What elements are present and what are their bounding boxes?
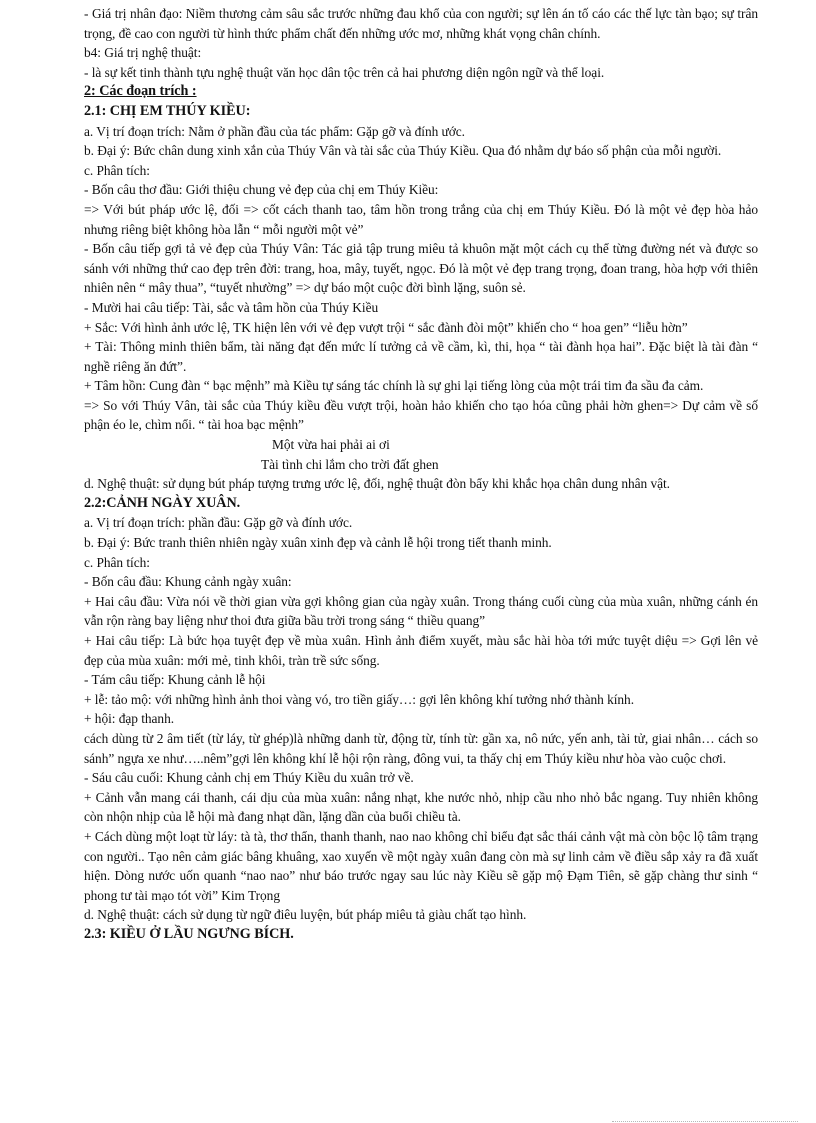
- paragraph-vi-tri-1: a. Vị trí đoạn trích: Nằm ở phần đầu của tác phẩm: Gặp gỡ và đính ước.: [84, 123, 465, 139]
- paragraph-tam-cau-tiep: - Tám câu tiếp: Khung cảnh lễ hội: [84, 672, 266, 688]
- paragraph-tu-lay: + Cách dùng một loạt từ láy: tà tà, thơ thẩn, thanh thanh, nao nao không chỉ biểu đạt sắc thái cảnh vật mà còn bộc lộ tâm trạng con người.. Tạo nên cảm giác bâng khuâng, xao xuyến về một ngày xuân đang còn mà sự linh cảm về điều sắp xảy ra đã xuất hiện. Dòng nước uốn quanh “nao nao” như báo trước ngay sau lúc này Kiều sẽ gặp mộ Đạm Tiên, sẽ gặp chàng thư sinh “ phong tư tài mạo tót vời” Kim Trọng: [84, 828, 758, 903]
- paragraph-so-voi-thuy-van: => So với Thúy Vân, tài sắc của Thúy kiều đều vượt trội, hoàn hảo khiến cho tạo hóa cũng phải hờn ghen=> Dự cảm về số phận éo le, chìm nổi. “ tài hoa bạc mệnh”: [84, 397, 758, 433]
- paragraph-bon-cau-dau: - Bốn câu thơ đầu: Giới thiệu chung vẻ đẹp của chị em Thúy Kiều:: [84, 182, 439, 198]
- paragraph-nghe-thuat-1: d. Nghệ thuật: sử dụng bút pháp tượng trưng ước lệ, đối, nghệ thuật đòn bẩy khi khắc họa chân dung nhân vật.: [84, 476, 670, 492]
- heading-chi-em-thuy-kieu: 2.1: CHỊ EM THÚY KIỀU:: [84, 102, 251, 119]
- paragraph-sac: + Sắc: Với hình ảnh ước lệ, TK hiện lên với vẻ đẹp vượt trội “ sắc đành đòi một” khiến cho “ hoa gen” “liễu hờn”: [84, 319, 688, 335]
- paragraph-cach-dung-tu: cách dùng từ 2 âm tiết (từ láy, từ ghép)là những danh từ, động từ, tính từ: gần xa, nô nức, yến anh, tài tử, giai nhân… cách so sánh” ngựa xe như…..nêm”gợi lên không khí lễ hội rộn ràng, đông vui, ta thấy chị em Thúy kiều như hòa vào cuộc chơi.: [84, 730, 758, 766]
- paragraph-dai-y-2: b. Đại ý: Bức tranh thiên nhiên ngày xuân xinh đẹp và cảnh lễ hội trong tiết thanh minh.: [84, 535, 552, 551]
- footer-divider: [612, 1121, 798, 1122]
- paragraph-canh-van-mang: + Cảnh vẫn mang cái thanh, cái dịu của mùa xuân: nắng nhạt, khe nước nhỏ, nhịp cầu nho nhỏ bắc ngang. Tuy nhiên không còn nhộn nhịp của lễ hội mà đang nhạt dần, lặng dần của buổi chiều tà.: [84, 789, 758, 825]
- paragraph-sau-cau-cuoi: - Sáu câu cuối: Khung cảnh chị em Thúy Kiều du xuân trở về.: [84, 770, 414, 786]
- paragraph-nghe-thuat: - là sự kết tinh thành tựu nghệ thuật văn học dân tộc trên cả hai phương diện ngôn ngữ và thể loại.: [84, 64, 605, 80]
- paragraph-hai-cau-tiep: + Hai câu tiếp: Là bức họa tuyệt đẹp về mùa xuân. Hình ảnh điểm xuyết, màu sắc hài hòa tới mức tuyệt diệu => Gợi lên vẻ đẹp của mùa xuân: mới mẻ, tinh khôi, tràn trề sức sống.: [84, 633, 758, 668]
- document-body: [84, 4, 758, 945]
- heading-kieu-o-lau-ngung-bich: 2.3: KIỀU Ở LẦU NGƯNG BÍCH.: [84, 925, 294, 942]
- paragraph-muoi-hai-cau: - Mười hai câu tiếp: Tài, sắc và tâm hồn của Thúy Kiều: [84, 299, 379, 315]
- paragraph-b4-heading: b4: Giá trị nghệ thuật:: [84, 45, 202, 61]
- paragraph-hai-cau-dau: + Hai câu đầu: Vừa nói về thời gian vừa gợi không gian của ngày xuân. Trong tháng cuối cùng của mùa xuân, những cánh én vẫn rộn ràng bay liệng như thoi đưa giữa bầu trời trong sáng “ thiều quang”: [84, 593, 758, 629]
- paragraph-nhan-dao: - Giá trị nhân đạo: Niềm thương cảm sâu sắc trước những đau khổ của con người; sự lên án tố cáo các thế lực tàn bạo; sự trân trọng, đề cao con người từ hình thức phẩm chất đến những ước mơ, những khát vọng chân chính.: [84, 6, 758, 41]
- paragraph-vi-tri-2: a. Vị trí đoạn trích: phần đầu: Gặp gỡ và đính ước.: [84, 515, 353, 531]
- paragraph-tam-hon: + Tâm hồn: Cung đàn “ bạc mệnh” mà Kiều tự sáng tác chính là sự ghi lại tiếng lòng của một trái tim đa sầu đa cảm.: [84, 378, 704, 394]
- paragraph-phan-tich-1: c. Phân tích:: [84, 162, 150, 178]
- paragraph-bon-cau-dau-2: - Bốn câu đầu: Khung cảnh ngày xuân:: [84, 574, 292, 590]
- paragraph-dai-y-1: b. Đại ý: Bức chân dung xinh xắn của Thúy Vân và tài sắc của Thúy Kiều. Qua đó nhằm dự báo số phận của mỗi người.: [84, 143, 722, 159]
- poem-line: Tài tình chi lắm cho trời đất ghen: [261, 456, 439, 472]
- paragraph-nghe-thuat-2: d. Nghệ thuật: cách sử dụng từ ngữ điêu luyện, bút pháp miêu tả giàu chất tạo hình.: [84, 907, 527, 923]
- heading-canh-ngay-xuan: 2.2:CẢNH NGÀY XUÂN.: [84, 494, 241, 511]
- paragraph-phan-tich-2: c. Phân tích:: [84, 554, 150, 570]
- poem-quote: [84, 435, 758, 474]
- paragraph-thuy-van: - Bốn câu tiếp gợi tả vẻ đẹp của Thúy Vân: Tác giả tập trung miêu tả khuôn mặt một cách cụ thể từng đường nét và được so sánh với những thứ cao đẹp trên đời: trang, hoa, mây, tuyết, ngọc. Đó là một vẻ đẹp trang trọng, đoan trang, hòa hợp với thiên nhiên nên “ mây thua”, “tuyết nhường” => dự báo một cuộc đời bình lặng, suôn sẻ.: [84, 241, 758, 296]
- paragraph-but-phap-uoc-le: => Với bút pháp ước lệ, đối => cốt cách thanh tao, tâm hồn trong trắng của chị em Thúy Kiều. Đó là một vẻ đẹp hòa hảo nhưng riêng biệt không hòa lẫn “ mỗi người một vẻ”: [84, 201, 758, 237]
- paragraph-tai: + Tài: Thông minh thiên bẩm, tài năng đạt đến mức lí tưởng cả về cầm, kì, thi, họa “ tài đành họa hai”. Đặc biệt là tài đàn “ nghề riêng ăn đứt”.: [84, 339, 758, 374]
- heading-cac-doan-trich: 2: Các đoạn trích :: [84, 83, 197, 100]
- paragraph-hoi: + hội: đạp thanh.: [84, 711, 175, 727]
- paragraph-le: + lễ: tảo mộ: với những hình ảnh thoi vàng vó, tro tiền giấy…: gợi lên không khí tưởng nhớ thành kính.: [84, 691, 634, 707]
- poem-line: Một vừa hai phải ai ơi: [272, 437, 390, 453]
